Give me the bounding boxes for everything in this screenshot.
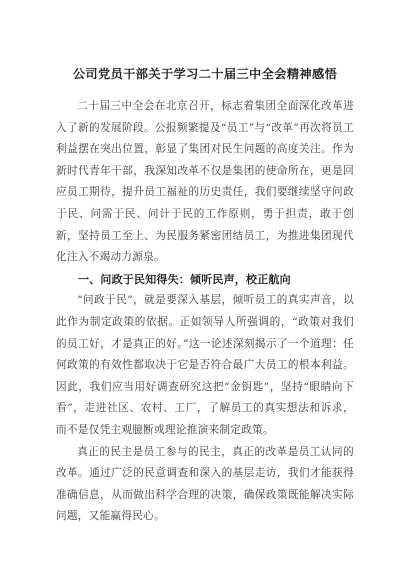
section-1-paragraph-1: “问政于民”，就是要深入基层，倾听员工的真实声音，以此作为制定政策的依据。正如领导人所强调的，“政策对我们的员工好，才是真正的好。”这一论述深刻揭示了一个道理：任何政策的有效性都取决于它是否符合最广大员工的根本利益。因此，我们应当用好调查研究这把“金钥匙”，坚持“眼睛向下看”，走进社区、农村、工厂，了解员工的真实想法和诉求，而不是仅凭主观臆断或理论推演来制定政策。 (56, 294, 354, 436)
section-1-heading: 一、问政于民知得失：倾听民声，校正航向 (78, 272, 291, 286)
section-1-paragraph-2: 真正的民主是员工参与的民主，真正的改革是员工认同的改革。通过广泛的民意调查和深入的基层走访，我们才能获得准确信息，从而做出科学合理的决策，确保政策既能解决实际问题，又能赢得民心。 (56, 445, 354, 523)
document-title: 公司党员干部关于学习二十届三中全会精神感悟 (72, 67, 338, 81)
intro-paragraph: 二十届三中全会在北京召开，标志着集团全面深化改革进入了新的发展阶段。公报频繁提及“员工”与“改革”再次将员工利益摆在突出位置，彰显了集团对民生问题的高度关注。作为新时代青年干部，我深知改革不仅是集团的使命所在，更是回应员工期待，提升员工福祉的历史责任，我们要继续坚守问政于民、问需于民、问计于民的工作原则，勇于担责，敢于创新，坚持员工至上、为民服务紧密团结员工，为推进集团现代化注入不竭动力源泉。 (56, 100, 354, 264)
